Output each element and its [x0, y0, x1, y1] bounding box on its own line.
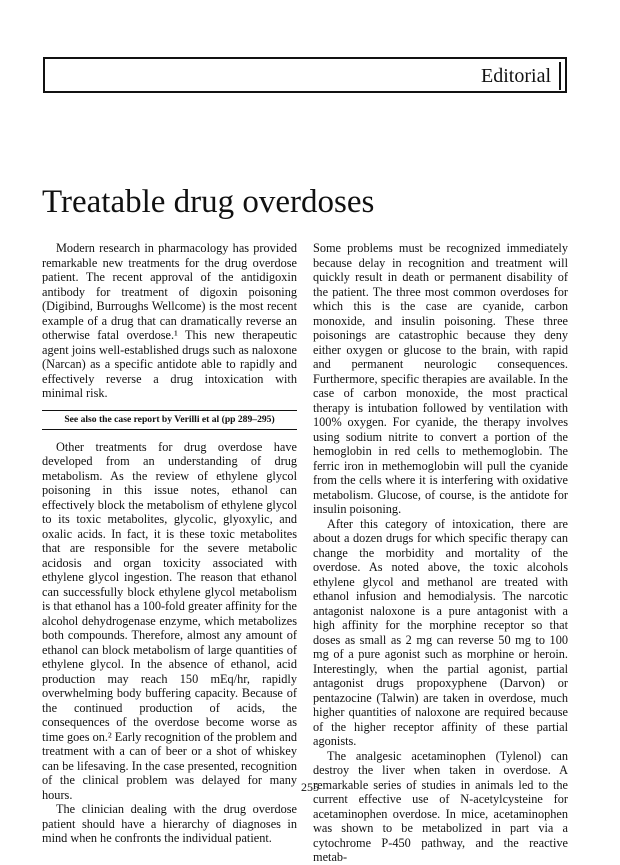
article-title: Treatable drug overdoses	[42, 184, 375, 220]
paragraph: The clinician dealing with the drug overdose patient should have a hierarchy of diagnoses in mind when he confronts the individual patient.	[42, 802, 297, 845]
editorial-header-box	[43, 57, 567, 93]
paragraph: Some problems must be recognized immediately because delay in recognition and treatment will quickly result in death or permanent disability of the patient. The three most common overdoses for which this is the case are cyanide, carbon monoxide, and insulin poisoning. These three poisonings are catastrophic because they deny either oxygen or glucose to the brain, with rapid and permanent neurologic consequences. Furthermore, specific therapies are available. In the case of carbon monoxide, the most practical therapy is intubation followed by ventilation with 100% oxygen. For cyanide, the therapy involves using sodium nitrite to convert a portion of the hemoglobin in red cells to methemoglobin. The ferric iron in methemoglobin will pull the cyanide from the cells where it is interfering with oxidative metabolism. Glucose, of course, is the antidote for insulin poisoning.	[313, 241, 568, 516]
paragraph: After this category of intoxication, there are about a dozen drugs for which specific therapy can change the morbidity and mortality of the overdose. As noted above, the toxic alcohols ethylene glycol and methanol are treated with ethanol infusion and hemodialysis. The narcotic antagonist naloxone is a pure antagonist with a high affinity for the morphine receptor so that doses as small as 2 mg can reverse 50 mg to 100 mg of a pure agonist such as morphine or heroin. Interestingly, when the partial agonist, partial antagonist drugs propoxyphene (Darvon) or pentazocine (Talwin) are taken in overdose, much higher quantities of naloxone are required because of the higher receptor affinity of these partial agonists.	[313, 516, 568, 748]
paragraph: Modern research in pharmacology has provided remarkable new treatments for the drug overdose patient. The recent approval of the antidigoxin antibody for treatment of digoxin poisoning (Digibind, Burroughs Wellcome) is the most recent example of a drug that can dramatically reverse an otherwise fatal overdose.¹ This new therapeutic agent joins well-established drugs such as naloxone (Narcan) as a specific antidote able to rapidly and effectively reverse a drug intoxication with minimal risk.	[42, 241, 297, 400]
left-column	[42, 241, 297, 846]
see-also-note: See also the case report by Verilli et al (pp 289–295)	[42, 410, 297, 430]
paragraph: The analgesic acetaminophen (Tylenol) can destroy the liver when taken in overdose. A remarkable series of studies in animals led to the current effective use of N-acetylcysteine for acetaminophen overdose. In mice, acetaminophen was shown to be metabolized in part via a cytochrome P-450 pathway, and the reactive metab-	[313, 748, 568, 864]
header-rule	[559, 62, 561, 90]
right-column	[313, 241, 568, 865]
page-number: 255	[301, 780, 319, 794]
section-label: Editorial	[481, 65, 551, 87]
paragraph: Other treatments for drug overdose have developed from an understanding of drug metabolism. As the review of ethylene glycol poisoning in this issue notes, ethanol can effectively block the metabolism of ethylene glycol to its toxic metabolites, glycolic, glyoxylic, and oxalic acids. In fact, it is these toxic metabolites that are responsible for the severe metabolic acidosis and organ toxicity associated with ethylene glycol ingestion. The reason that ethanol can successfully block ethylene glycol metabolism is that ethanol has a 100-fold greater affinity for the alcohol dehydrogenase enzyme, which metabolizes both compounds. Therefore, almost any amount of ethanol can block metabolism of large quantities of ethylene glycol. In the absence of ethanol, acid production may reach 150 mEq/hr, rapidly overwhelming body buffering capacity. Because of the continued production of acids, the consequences of the overdose become worse as time goes on.² Early recognition of the problem and treatment with a can of beer or a shot of whiskey can be lifesaving. In the case presented, recognition of the clinical problem was delayed for many hours.	[42, 439, 297, 802]
